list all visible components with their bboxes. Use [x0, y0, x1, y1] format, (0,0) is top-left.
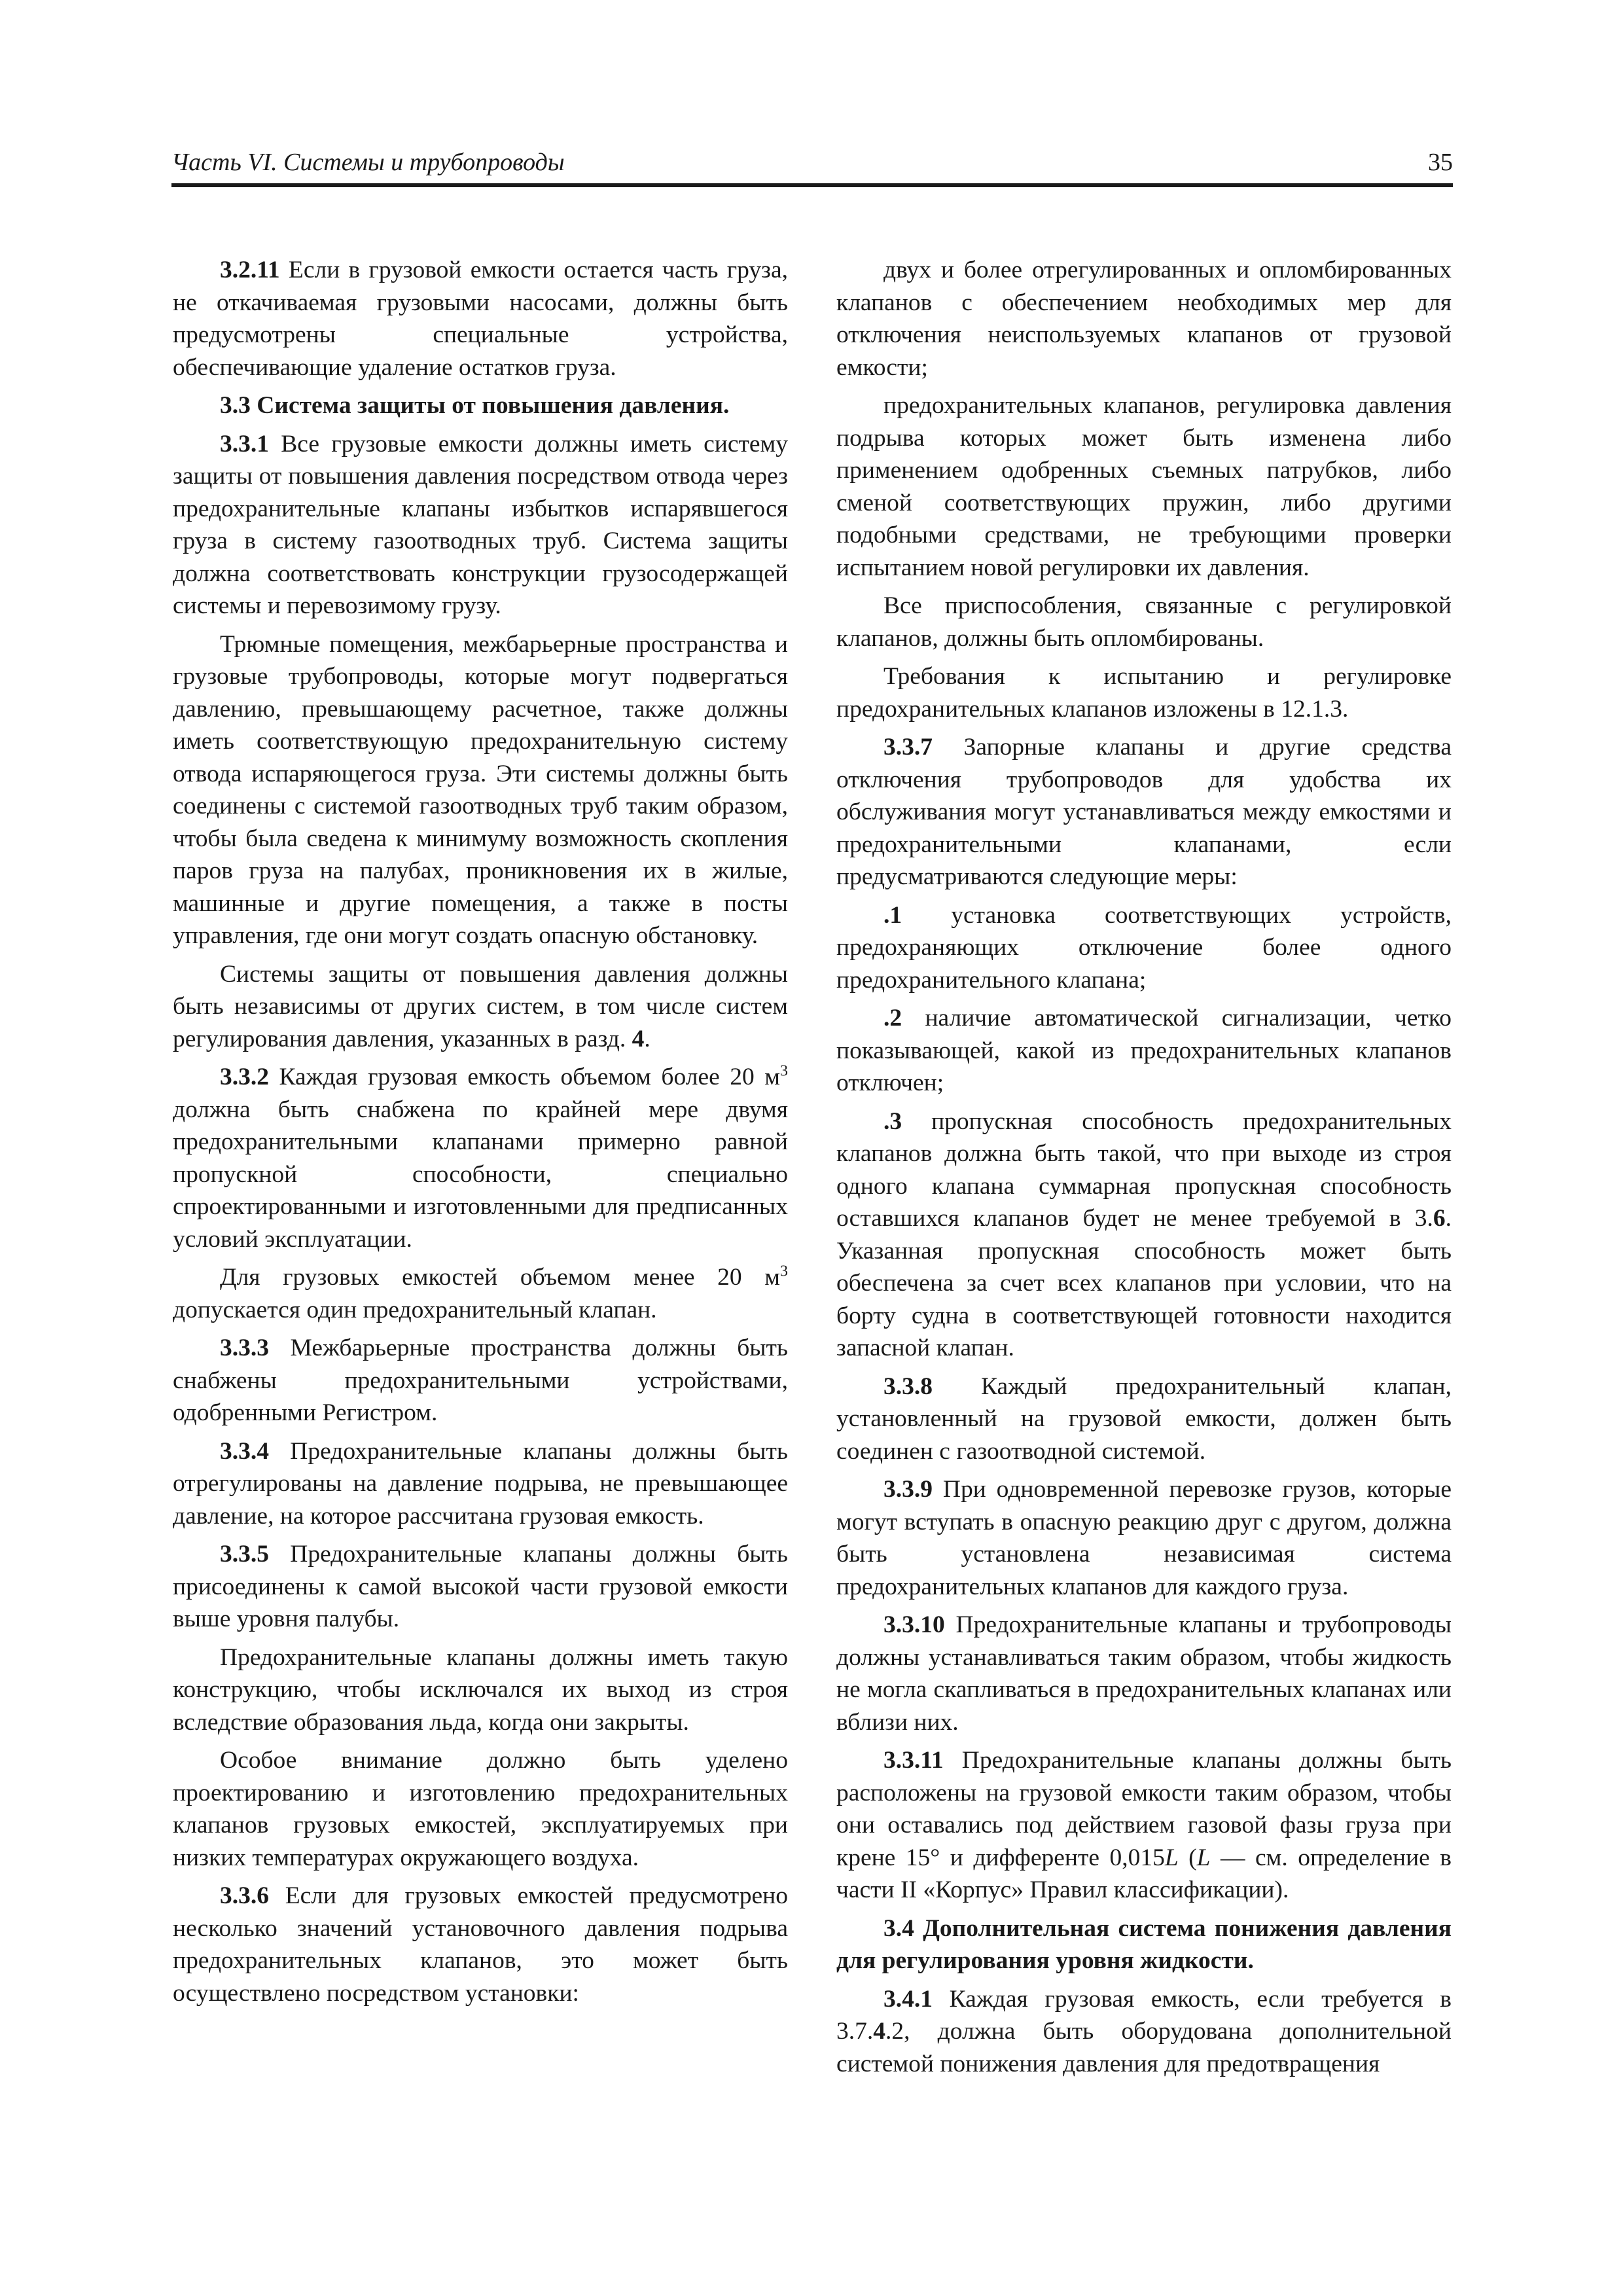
paragraph-3-2-11: 3.2.11 Если в грузовой емкости остается часть груза, не откачиваемая грузовыми насосами, должны быть предусмотрены специальные устройства, обеспечивающие удаление остатков груза.: [173, 257, 788, 381]
clause-number: 3.3.5: [220, 1541, 269, 1568]
paragraph-3-3-3: 3.3.3 Межбарьерные пространства должны быть снабжены предохранительными устройствами, одобренными Регистром.: [173, 1335, 788, 1426]
clause-number: 3.3.4: [220, 1437, 269, 1465]
clause-number: 3.2.11: [220, 257, 280, 283]
clause-number: 3.3.6: [220, 1882, 269, 1909]
list-item-1: .1 установка соответствующих устройств, предохраняющих отключение более одного предохранительного клапана;: [836, 901, 1452, 994]
clause-number: 3.3.2: [220, 1064, 269, 1090]
running-header: [171, 148, 1453, 187]
paragraph-3-3-2: 3.3.2 Каждая грузовая емкость объемом более 20 $м^3$ должна быть снабжена по крайней мере двумя предохранительными клапанами примерно равной пропускной способности, специально спроектированными и изготовленными для предписанных условий эксплуатации.: [173, 1062, 788, 1253]
section-heading-3-3: 3.3 Система защиты от повышения давления.: [220, 392, 730, 419]
section-ref: 4: [873, 2018, 885, 2045]
header-title: Часть VI. Системы и трубопроводы: [171, 149, 565, 176]
paragraph: предохранительных клапанов, регулировка давления подрыва которых может быть изменена либо применением одобренных съемных патрубков, либо сменой соответствующих пружин, либо другими подобными средствами, не требующими проверки испытанием новой регулировки их давления.: [836, 392, 1452, 581]
paragraph-3-4-1: 3.4.1 Каждая грузовая емкость, если требуется в 3.7.4.2, должна быть оборудована дополнительной системой понижения давления для предотвращения: [836, 1985, 1452, 2077]
paragraph-3-3-4: 3.3.4 Предохранительные клапаны должны быть отрегулированы на давление подрыва, не превышающее давление, на которое рассчитана грузовая емкость.: [173, 1437, 788, 1530]
section-ref: 6: [1433, 1205, 1446, 1232]
clause-number: 3.3.1: [220, 430, 269, 457]
list-item-2: .2 наличие автоматической сигнализации, четко показывающей, какой из предохранительных клапанов отключен;: [836, 1005, 1452, 1096]
section-heading-3-4: 3.4 Дополнительная система понижения давления для регулирования уровня жидкости.: [836, 1914, 1452, 1974]
paragraph-3-3-11: 3.3.11 Предохранительные клапаны должны быть расположены на грузовой емкости таким образом, чтобы они оставались под действием газовой фазы груза при крене 15° и дифференте 0,015L (L — см. определение в части II «Корпус» Правил классификации).: [836, 1747, 1452, 1903]
paragraph-3-3-10: 3.3.10 Предохранительные клапаны и трубопроводы должны устанавливаться таким образом, чтобы жидкость не могла скапливаться в предохранительных клапанах или вблизи них.: [836, 1611, 1452, 1736]
paragraph: Системы защиты от повышения давления должны быть независимы от других систем, в том числе систем регулирования давления, указанных в разд. 4.: [173, 960, 788, 1052]
section-ref: 4: [632, 1025, 645, 1052]
paragraph-3-3-9: 3.3.9 При одновременной перевозке грузов, которые могут вступать в опасную реакцию друг с другом, должна быть установлена независимая система предохранительных клапанов для каждого груза.: [836, 1476, 1452, 1600]
paragraph: Предохранительные клапаны должны иметь такую конструкцию, чтобы исключался их выход из строя вследствие образования льда, когда они закрыты.: [173, 1643, 788, 1736]
paragraph: двух и более отрегулированных и опломбированных клапанов с обеспечением необходимых мер для отключения неиспользуемых клапанов от грузовой емкости;: [836, 257, 1452, 381]
item-number: .1: [883, 901, 902, 929]
left-column: [173, 254, 788, 2015]
page-number: 35: [1428, 149, 1453, 176]
clause-number: 3.3.8: [883, 1372, 933, 1400]
paragraph: Для грузовых емкостей объемом менее 20 $м^3$ допускается один предохранительный клапан.: [173, 1263, 788, 1323]
clause-number: 3.3.11: [883, 1747, 944, 1774]
paragraph: Особое внимание должно быть уделено проектированию и изготовлению предохранительных клапанов грузовых емкостей, эксплуатируемых при низких температурах окружающего воздуха.: [173, 1747, 788, 1871]
right-column: [836, 254, 1452, 2086]
paragraph: Требования к испытанию и регулировке предохранительных клапанов изложены в 12.1.3.: [836, 663, 1452, 723]
clause-number: 3.3.10: [883, 1611, 945, 1638]
paragraph-3-3-1: 3.3.1 Все грузовые емкости должны иметь систему защиты от повышения давления посредством отвода через предохранительные клапаны избытков испарявшегося груза в систему газоотводных труб. Система защиты должна соответствовать конструкции грузосодержащей системы и перевозимому грузу.: [173, 430, 788, 619]
clause-number: 3.3.7: [883, 734, 933, 761]
paragraph-3-3-6: 3.3.6 Если для грузовых емкостей предусмотрено несколько значений установочного давления подрыва предохранительных клапанов, это может быть осуществлено посредством установки:: [173, 1882, 788, 2007]
item-number: .3: [883, 1107, 902, 1135]
paragraph-3-3-8: 3.3.8 Каждый предохранительный клапан, установленный на грузовой емкости, должен быть соединен с газоотводной системой.: [836, 1372, 1452, 1465]
item-number: .2: [883, 1005, 902, 1031]
paragraph-3-3-5: 3.3.5 Предохранительные клапаны должны быть присоединены к самой высокой части грузовой емкости выше уровня палубы.: [173, 1541, 788, 1632]
clause-number: 3.3.3: [220, 1335, 269, 1361]
paragraph: Трюмные помещения, межбарьерные пространства и грузовые трубопроводы, которые могут подвергаться давлению, превышающему расчетное, также должны иметь соответствующую предохранительную систему отвода испаряющегося груза. Эти системы должны быть соединены с системой газоотводных труб таким образом, чтобы была сведена к минимуму возможность скопления паров груза на палубах, проникновения их в жилые, машинные и другие помещения, а также в посты управления, где они могут создать опасную обстановку.: [173, 630, 788, 949]
paragraph: Все приспособления, связанные с регулировкой клапанов, должны быть опломбированы.: [836, 592, 1452, 652]
list-item-3: .3 пропускная способность предохранительных клапанов должна быть такой, что при выходе из строя одного клапана суммарная пропускная способность оставшихся клапанов будет не менее требуемой в 3.6. Указанная пропускная способность может быть обеспечена за счет всех клапанов при условии, что на борту судна в соответствующей готовности находится запасной клапан.: [836, 1107, 1452, 1361]
paragraph-3-3-7: 3.3.7 Запорные клапаны и другие средства отключения трубопроводов для удобства их обслуживания могут устанавливаться между емкостями и предохранительными клапанами, если предусматриваются следующие меры:: [836, 734, 1452, 890]
clause-number: 3.3.9: [883, 1476, 933, 1503]
clause-number: 3.4.1: [883, 1985, 933, 2013]
